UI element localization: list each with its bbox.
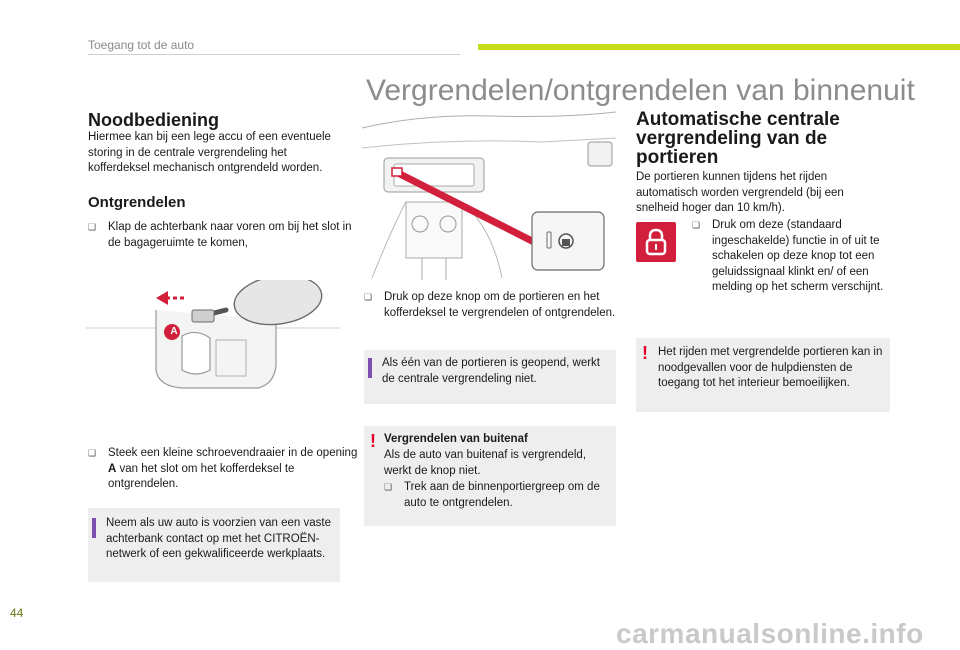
step-press-lock-button: ❑ Druk op deze knop om de portieren en het kofferdeksel te vergrendelen of ontgrendelen. [364,290,620,321]
step2-text-end: van het slot om het kofferdeksel te ontgrendelen. [108,462,295,490]
dashboard-illustration [362,108,616,280]
locked-doors-warning-text: Het rijden met vergrendelde portieren kan in noodgevallen voor de hulpdiensten de toegang tot het interieur bemoeilijken. [658,346,883,389]
auto-lock-heading: Automatische centrale vergrendeling van de portieren [636,109,840,168]
section-title: Toegang tot de auto [88,38,195,52]
outside-lock-text: Als de auto van buitenaf is vergrendeld, werkt de knop niet. [384,449,587,477]
central-lock-button [636,222,676,262]
fixed-seat-note [88,508,340,582]
noodbediening-intro: Hiermee kan bij een lege accu of een eventuele storing in de centrale vergrendeling het kofferdeksel mechanisch ontgrendeld worden. [88,131,331,174]
header-accent-bar [478,44,960,50]
step-insert-screwdriver [88,446,358,493]
auto-lock-intro: De portieren kunnen tijdens het rijden automatisch worden vergrendeld (bij een snelheid hoger dan 10 km/h). [636,171,844,214]
warning-icon: ! [642,343,648,363]
figure-label-a: A [170,326,178,337]
info-icon [368,358,372,378]
page-title: Vergrendelen/ontgrendelen van binnenuit [366,74,915,107]
info-icon [92,518,96,538]
watermark: carmanualsonline.info [616,618,924,649]
pull-arrow-icon [156,291,184,305]
door-open-note-text: Als één van de portieren is geopend, werkt de centrale vergrendeling niet. [382,357,600,385]
noodbediening-heading: Noodbediening [88,110,219,130]
padlock-icon [636,222,676,262]
warning-icon: ! [370,431,376,451]
ontgrendelen-heading: Ontgrendelen [88,194,186,211]
step-fold-seat: ❑ Klap de achterbank naar voren om bij het slot in de bagageruimte te komen, [88,220,356,251]
door-open-note [364,350,616,404]
outside-lock-title: Vergrendelen van buitenaf [384,433,528,445]
page-number: 44 [10,606,24,620]
outside-lock-warning [364,426,616,526]
locked-doors-warning [636,338,890,412]
trunk-lock-illustration [86,280,340,400]
header-rule [88,54,460,55]
step-pull-handle: ❑ Trek aan de binnenportiergreep om de auto te ontgrendelen. [384,480,620,511]
step-toggle-auto-lock: ❑ Druk om deze (standaard ingeschakelde) functie in of uit te schakelen op deze knop tot een geluidssignaal klinkt en/ of een melding op het scherm verschijnt. [692,218,898,296]
fixed-seat-note-text: Neem als uw auto is voorzien van een vaste achterbank contact op met het CITROËN-netwerk of een gekwalificeerde werkplaats. [106,517,332,560]
step2-bold: A [108,462,117,475]
step2-text: Steek een kleine schroevendraaier in de opening [108,447,358,459]
